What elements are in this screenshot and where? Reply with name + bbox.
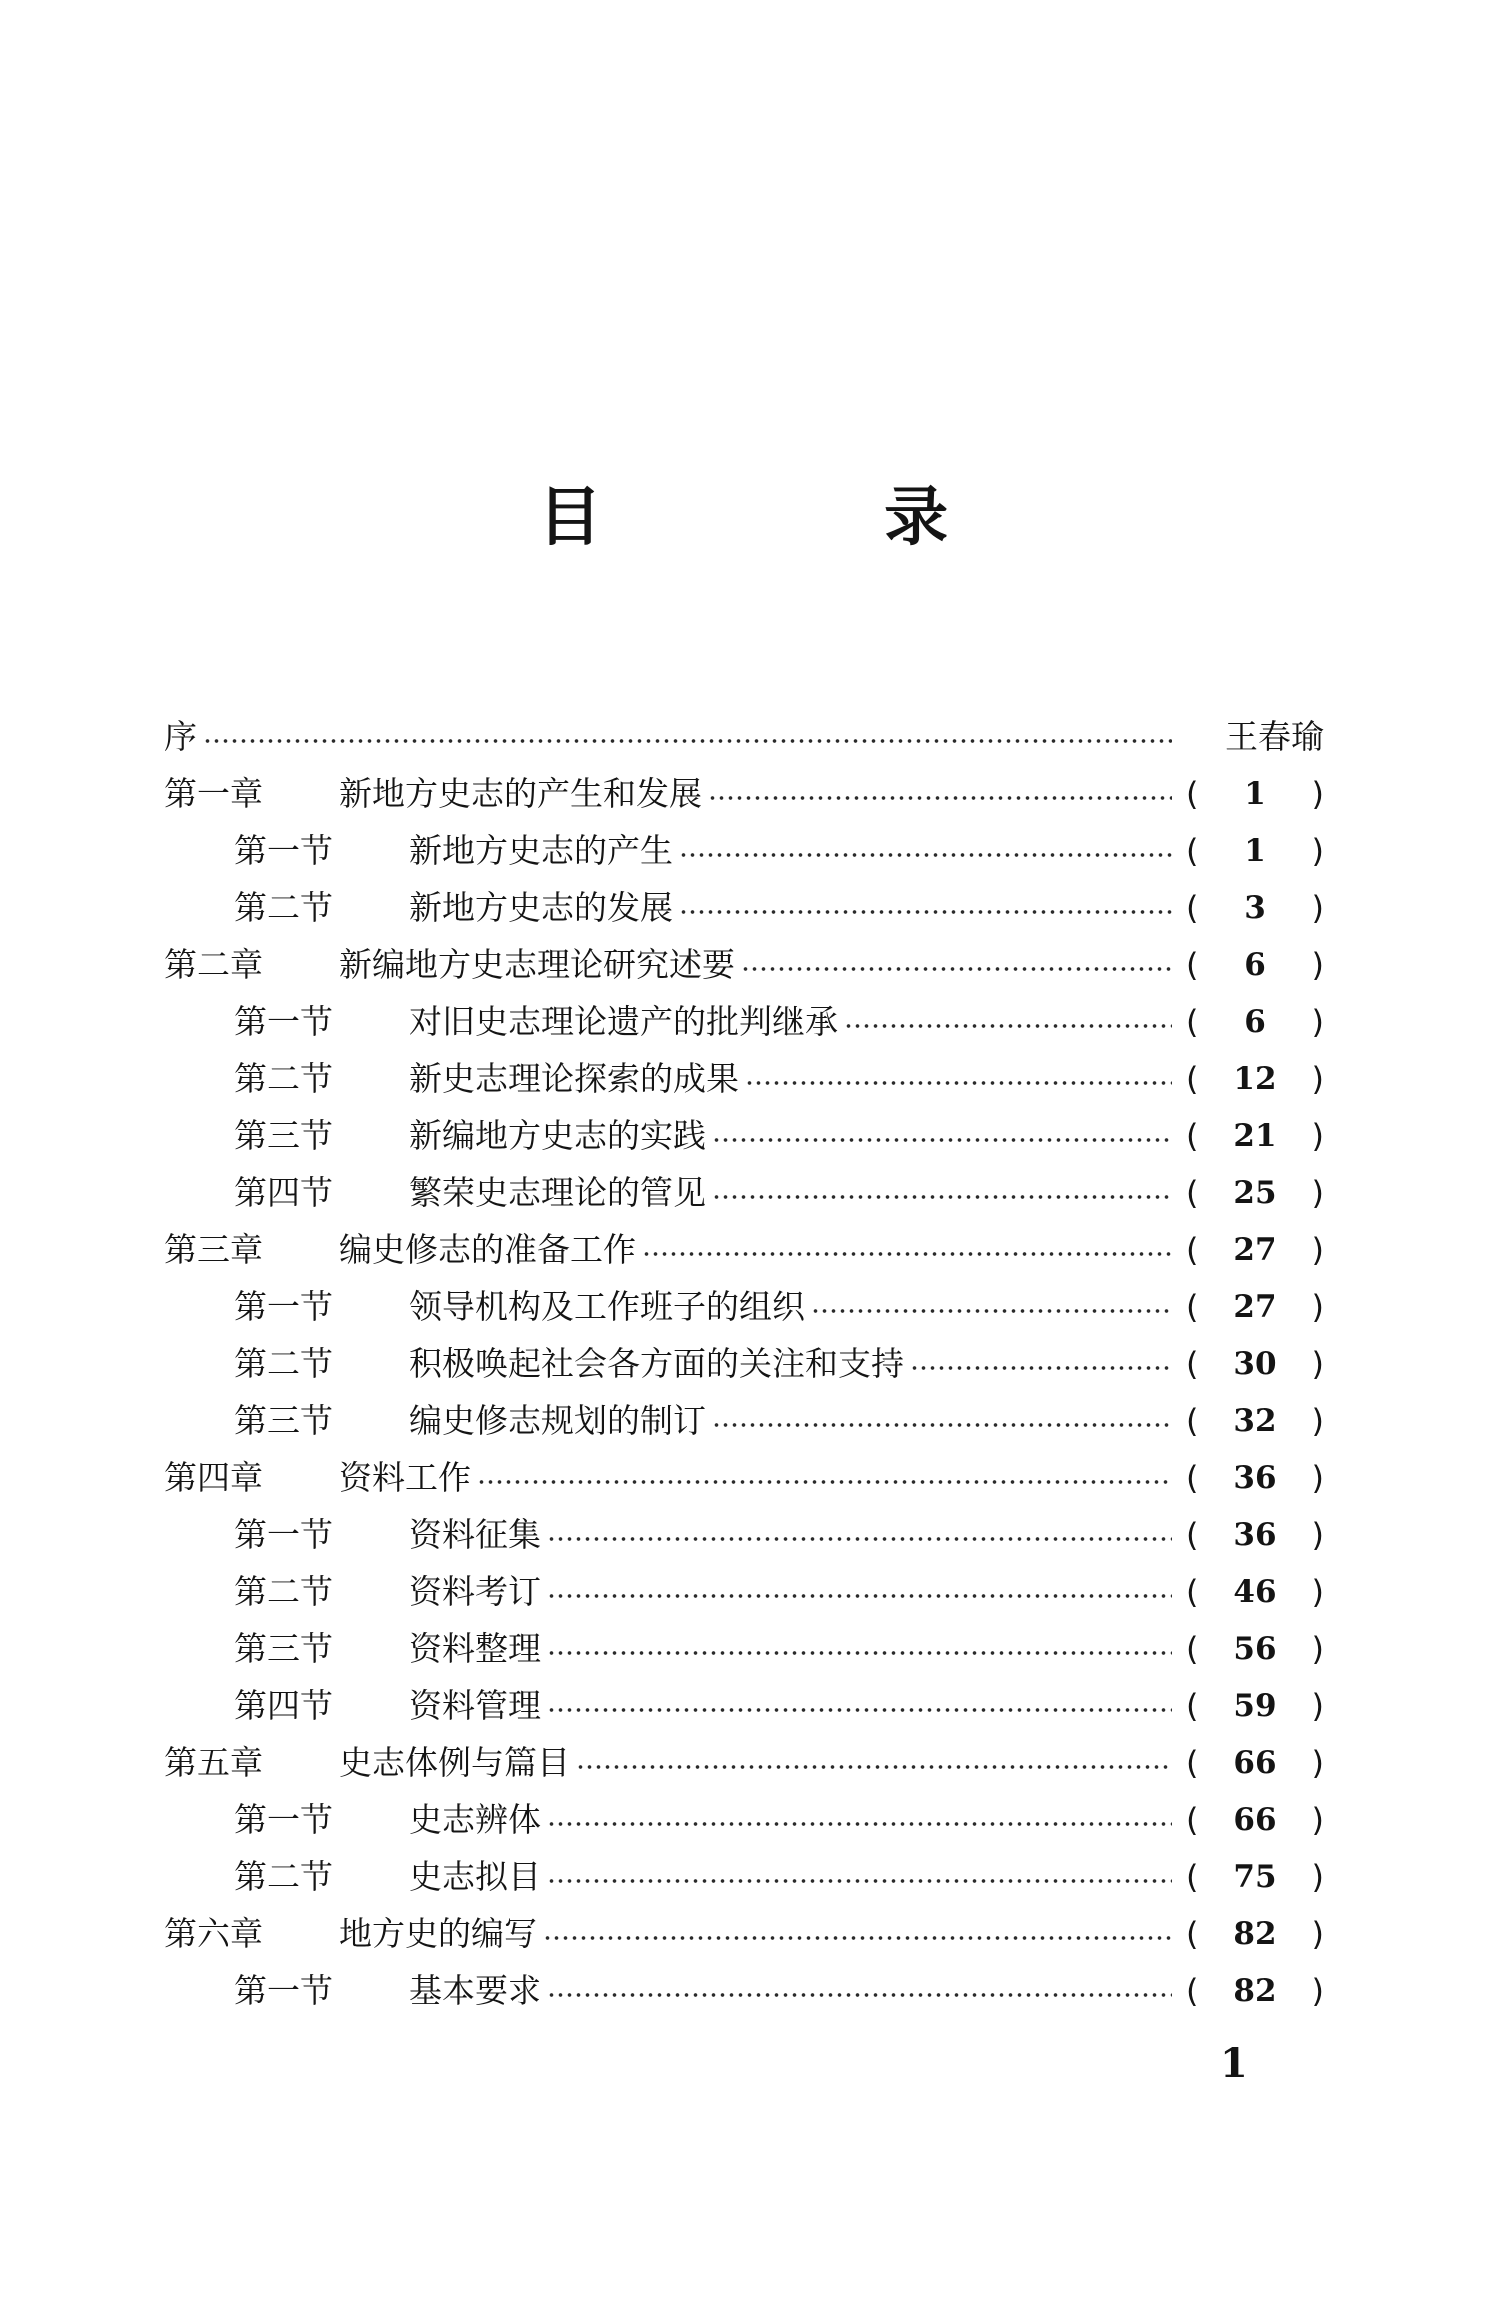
close-paren: ) — [1311, 1458, 1324, 1497]
toc-entry-heading: 编史修志规划的制订 — [409, 1400, 706, 1440]
toc-entry-label: 第二节 — [234, 887, 333, 927]
dot-leader — [576, 1763, 1172, 1771]
toc-entry-heading: 资料征集 — [409, 1514, 541, 1554]
toc-preface-author: 王春瑜 — [1225, 716, 1324, 756]
toc-entry-page-ref — [1186, 1059, 1324, 1099]
open-paren: ( — [1186, 831, 1199, 870]
dot-leader — [811, 1307, 1172, 1315]
toc-entry-page-number: 66 — [1233, 1801, 1277, 1838]
open-paren: ( — [1186, 774, 1199, 813]
close-paren: ) — [1311, 1914, 1324, 1953]
toc-entry-heading: 资料考订 — [409, 1571, 541, 1611]
open-paren: ( — [1186, 1287, 1199, 1326]
page-title: 目 录 — [537, 480, 1079, 555]
toc-section-row[interactable] — [164, 1848, 1324, 1905]
dot-leader — [679, 851, 1172, 859]
toc-entry-page-ref — [1186, 945, 1324, 985]
toc-entry-page-number: 32 — [1233, 1402, 1277, 1439]
dot-leader — [547, 1706, 1172, 1714]
toc-entry-page-number: 30 — [1233, 1345, 1277, 1382]
toc-entry-label: 第一节 — [234, 1286, 333, 1326]
toc-entry-page-number: 82 — [1233, 1972, 1277, 2009]
toc-entry-page-number: 82 — [1233, 1915, 1277, 1952]
toc-chapter-row[interactable] — [164, 1221, 1324, 1278]
toc-entry-page-ref — [1186, 1572, 1324, 1612]
toc-entry-page-number: 6 — [1244, 946, 1266, 983]
toc-entry-page-ref — [1186, 1173, 1324, 1213]
toc-entry-page-number: 27 — [1233, 1288, 1277, 1325]
toc-entry-label: 第三章 — [164, 1229, 263, 1269]
toc-entry-heading: 繁荣史志理论的管见 — [409, 1172, 706, 1212]
toc-section-row[interactable] — [164, 1677, 1324, 1734]
toc-chapter-row[interactable] — [164, 765, 1324, 822]
close-paren: ) — [1311, 1230, 1324, 1269]
dot-leader — [543, 1934, 1172, 1942]
toc-entry-label: 第三节 — [234, 1628, 333, 1668]
toc-section-row[interactable] — [164, 1050, 1324, 1107]
toc-section-row[interactable] — [164, 1962, 1324, 2019]
toc-entry-label: 第二节 — [234, 1571, 333, 1611]
toc-entry-page-ref — [1186, 1515, 1324, 1555]
toc-entry-label: 第二节 — [234, 1343, 333, 1383]
open-paren: ( — [1186, 1971, 1199, 2010]
toc-entry-label: 第三节 — [234, 1400, 333, 1440]
toc-entry-page-ref — [1186, 1002, 1324, 1042]
dot-leader — [712, 1193, 1172, 1201]
toc-entry-label: 第二节 — [234, 1058, 333, 1098]
toc-entry-page-ref — [1186, 1686, 1324, 1726]
toc-entry-heading: 史志拟目 — [409, 1856, 541, 1896]
toc-entry-heading: 新地方史志的发展 — [409, 887, 673, 927]
toc-entry-page-ref — [1186, 1971, 1324, 2011]
toc-section-row[interactable] — [164, 1107, 1324, 1164]
toc-chapter-row[interactable] — [164, 1905, 1324, 1962]
toc-entry-heading: 领导机构及工作班子的组织 — [409, 1286, 805, 1326]
dot-leader — [547, 1991, 1172, 1999]
open-paren: ( — [1186, 1800, 1199, 1839]
toc-entry-page-ref — [1186, 1401, 1324, 1441]
toc-entry-page-number: 36 — [1233, 1459, 1277, 1496]
toc-entry-heading: 史志辨体 — [409, 1799, 541, 1839]
toc-entry-page-number: 75 — [1233, 1858, 1277, 1895]
open-paren: ( — [1186, 1344, 1199, 1383]
toc-entry-page-number: 27 — [1233, 1231, 1277, 1268]
toc-entry-page-ref — [1186, 1287, 1324, 1327]
toc-entry-heading: 新地方史志的产生和发展 — [339, 773, 702, 813]
close-paren: ) — [1311, 1800, 1324, 1839]
toc-entry-page-number: 6 — [1244, 1003, 1266, 1040]
close-paren: ) — [1311, 1002, 1324, 1041]
dot-leader — [679, 908, 1172, 916]
toc-entry-heading: 新史志理论探索的成果 — [409, 1058, 739, 1098]
toc-entry-page-ref — [1186, 1743, 1324, 1783]
toc-entry-page-ref — [1186, 1629, 1324, 1669]
toc-entry-label: 第一节 — [234, 1970, 333, 2010]
open-paren: ( — [1186, 1230, 1199, 1269]
close-paren: ) — [1311, 1116, 1324, 1155]
close-paren: ) — [1311, 945, 1324, 984]
toc-entry-page-ref — [1186, 1800, 1324, 1840]
close-paren: ) — [1311, 1401, 1324, 1440]
toc-entry-page-number: 25 — [1233, 1174, 1277, 1211]
toc-section-row[interactable] — [164, 1335, 1324, 1392]
toc-entry-heading: 新编地方史志理论研究述要 — [339, 944, 735, 984]
close-paren: ) — [1311, 774, 1324, 813]
toc-entry-heading: 地方史的编写 — [339, 1913, 537, 1953]
toc-entry-heading: 基本要求 — [409, 1970, 541, 2010]
close-paren: ) — [1311, 831, 1324, 870]
dot-leader — [712, 1136, 1172, 1144]
toc-section-row[interactable] — [164, 1563, 1324, 1620]
toc-entry-page-ref — [1186, 774, 1324, 814]
toc-entry-page-ref — [1186, 1230, 1324, 1270]
toc-section-row[interactable] — [164, 1506, 1324, 1563]
toc-entry-page-number: 1 — [1244, 832, 1266, 869]
close-paren: ) — [1311, 1686, 1324, 1725]
toc-entry-heading: 编史修志的准备工作 — [339, 1229, 636, 1269]
toc-entry-label: 第一章 — [164, 773, 263, 813]
close-paren: ) — [1311, 1572, 1324, 1611]
toc-entry-label: 第五章 — [164, 1742, 263, 1782]
toc-entry-label: 第三节 — [234, 1115, 333, 1155]
open-paren: ( — [1186, 1515, 1199, 1554]
toc-entry-page-ref — [1186, 1344, 1324, 1384]
toc-entry-label: 第六章 — [164, 1913, 263, 1953]
toc-entry-page-ref — [1186, 1857, 1324, 1897]
dot-leader — [547, 1820, 1172, 1828]
toc-entry-page-ref — [1186, 1914, 1324, 1954]
toc-entry-page-number: 46 — [1233, 1573, 1277, 1610]
close-paren: ) — [1311, 1515, 1324, 1554]
dot-leader — [844, 1022, 1172, 1030]
table-of-contents — [164, 708, 1324, 2019]
toc-entry-heading: 史志体例与篇目 — [339, 1742, 570, 1782]
toc-entry-label: 第一节 — [234, 1001, 333, 1041]
toc-entry-heading: 资料工作 — [339, 1457, 471, 1497]
toc-chapter-row[interactable] — [164, 1734, 1324, 1791]
toc-chapter-row[interactable] — [164, 936, 1324, 993]
toc-section-row[interactable] — [164, 1620, 1324, 1677]
open-paren: ( — [1186, 1629, 1199, 1668]
toc-section-row[interactable] — [164, 1278, 1324, 1335]
dot-leader — [547, 1877, 1172, 1885]
dot-leader — [477, 1478, 1172, 1486]
toc-entry-page-ref — [1186, 831, 1324, 871]
toc-entry-heading: 积极唤起社会各方面的关注和支持 — [409, 1343, 904, 1383]
open-paren: ( — [1186, 888, 1199, 927]
close-paren: ) — [1311, 1059, 1324, 1098]
close-paren: ) — [1311, 1287, 1324, 1326]
open-paren: ( — [1186, 1686, 1199, 1725]
toc-section-row[interactable] — [164, 879, 1324, 936]
toc-entry-heading: 资料管理 — [409, 1685, 541, 1725]
toc-chapter-row[interactable] — [164, 1449, 1324, 1506]
dot-leader — [642, 1250, 1172, 1258]
toc-entry-label: 第二节 — [234, 1856, 333, 1896]
open-paren: ( — [1186, 1116, 1199, 1155]
toc-entry-heading: 资料整理 — [409, 1628, 541, 1668]
toc-entry-page-number: 21 — [1233, 1117, 1277, 1154]
close-paren: ) — [1311, 1857, 1324, 1896]
toc-section-row[interactable] — [164, 1164, 1324, 1221]
dot-leader — [547, 1592, 1172, 1600]
toc-entry-heading: 对旧史志理论遗产的批判继承 — [409, 1001, 838, 1041]
dot-leader — [910, 1364, 1172, 1372]
toc-section-row[interactable] — [164, 822, 1324, 879]
open-paren: ( — [1186, 945, 1199, 984]
dot-leader — [547, 1535, 1172, 1543]
open-paren: ( — [1186, 1572, 1199, 1611]
toc-entry-page-number: 56 — [1233, 1630, 1277, 1667]
toc-entry-label: 第四节 — [234, 1172, 333, 1212]
toc-entry-label: 第一节 — [234, 830, 333, 870]
toc-section-row[interactable] — [164, 993, 1324, 1050]
dot-leader — [741, 965, 1172, 973]
toc-entry-label: 第一节 — [234, 1799, 333, 1839]
open-paren: ( — [1186, 1173, 1199, 1212]
toc-entry-page-ref — [1186, 888, 1324, 928]
toc-entry-page-ref — [1186, 1116, 1324, 1156]
open-paren: ( — [1186, 1401, 1199, 1440]
toc-section-row[interactable] — [164, 1392, 1324, 1449]
open-paren: ( — [1186, 1914, 1199, 1953]
toc-preface-row[interactable] — [164, 708, 1324, 765]
open-paren: ( — [1186, 1857, 1199, 1896]
close-paren: ) — [1311, 888, 1324, 927]
open-paren: ( — [1186, 1743, 1199, 1782]
toc-entry-page-number: 12 — [1233, 1060, 1277, 1097]
close-paren: ) — [1311, 1743, 1324, 1782]
toc-entry-page-number: 3 — [1244, 889, 1266, 926]
toc-entry-heading: 新地方史志的产生 — [409, 830, 673, 870]
toc-entry-label: 第四章 — [164, 1457, 263, 1497]
toc-entry-page-number: 66 — [1233, 1744, 1277, 1781]
dot-leader — [712, 1421, 1172, 1429]
dot-leader — [203, 737, 1172, 745]
toc-entry-label: 第四节 — [234, 1685, 333, 1725]
dot-leader — [708, 794, 1172, 802]
close-paren: ) — [1311, 1344, 1324, 1383]
toc-entry-page-number: 59 — [1233, 1687, 1277, 1724]
close-paren: ) — [1311, 1971, 1324, 2010]
toc-entry-page-number: 36 — [1233, 1516, 1277, 1553]
open-paren: ( — [1186, 1002, 1199, 1041]
toc-entry-page-number: 1 — [1244, 775, 1266, 812]
close-paren: ) — [1311, 1629, 1324, 1668]
toc-entry-heading: 新编地方史志的实践 — [409, 1115, 706, 1155]
dot-leader — [547, 1649, 1172, 1657]
toc-entry-label: 第一节 — [234, 1514, 333, 1554]
page-number: 1 — [1220, 2040, 1248, 2087]
toc-entry-page-ref — [1186, 1458, 1324, 1498]
open-paren: ( — [1186, 1458, 1199, 1497]
toc-section-row[interactable] — [164, 1791, 1324, 1848]
toc-entry-label: 第二章 — [164, 944, 263, 984]
toc-preface-label: 序 — [164, 716, 197, 756]
dot-leader — [745, 1079, 1172, 1087]
close-paren: ) — [1311, 1173, 1324, 1212]
open-paren: ( — [1186, 1059, 1199, 1098]
